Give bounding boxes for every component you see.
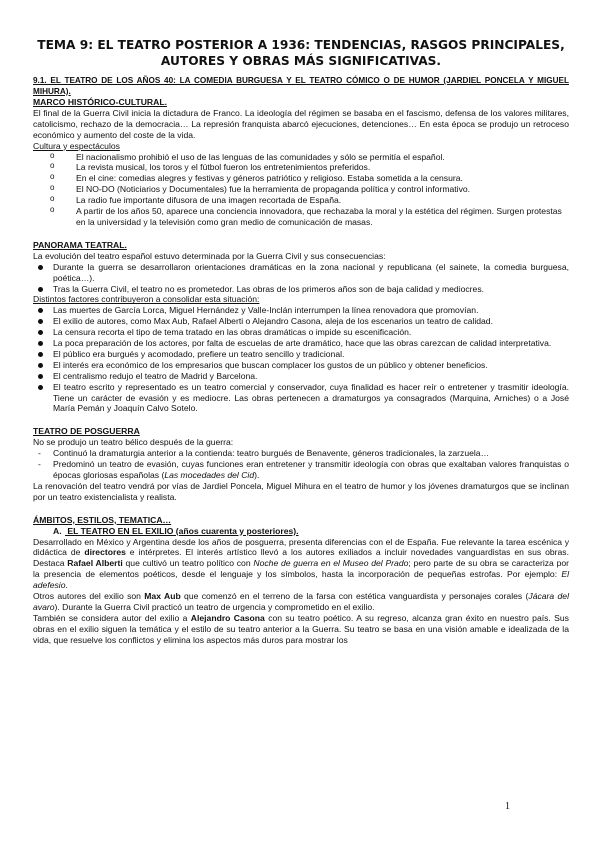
author-name: Alejandro Casona [190, 612, 265, 623]
list-item: El interés era económico de los empresarios que buscan complacer los gustos de un público y obtener beneficios. [33, 360, 569, 371]
work-title: El adefesio [33, 569, 569, 591]
work-title: Las mocedades del Cid [164, 470, 255, 480]
list-item: o El nacionalismo prohibió el uso de las lenguas de las comunidades y sólo se permitía el español. [33, 152, 569, 163]
exilio-paragraph-1: Desarrollado en México y Argentina desde los años de posguerra, presenta diferencias con el de España. Fue relevante la tarea escénica y didáctica de directores e intérpretes. El interés artístico llevó a los autores exiliados a incluir novedades vanguardistas en sus obras. Destaca Rafael Alberti que cultivó un teatro político con Noche de guerra en el Museo del Prado; pero parte de su obra se caracteriza por la presencia de elementos poéticos, desde el lenguaje y los símbolos, hasta la incorporación de pequeñas estrofas. Por ejemplo: El adefesio. [33, 536, 569, 591]
posguerra-closing: La renovación del teatro vendrá por vías de Jardiel Poncela, Miguel Mihura en el teatro de humor y los jóvenes dramaturgos que se inclinan por un teatro existencialista y realista. [33, 480, 569, 502]
list-item: El teatro escrito y representado es un teatro comercial y conservador, cuya finalidad es hacer reír o entretener y trasmitir ideología. Tiene un carácter de evasión y es mediocre. Las obras pertenecen a dramaturgos ya consagrados (Marquina, Arniches) o a José María Pemán y Joaquín Calvo Sotelo. [33, 382, 569, 415]
list-item: o La radio fue importante difusora de una imagen recortada de España. [33, 195, 569, 206]
ambitos-heading: ÁMBITOS, ESTILOS, TEMATICA… [33, 514, 172, 525]
cultura-subheading: Cultura y espectáculos [33, 140, 120, 151]
list-item: o La revista musical, los toros y el fútbol fueron los entretenimientos preferidos. [33, 162, 569, 173]
list-item: La censura recorta el tipo de tema tratado en las obras dramáticas o impide su escenificación. [33, 327, 569, 338]
page-number: 1 [505, 801, 510, 812]
exilio-paragraph-3: También se considera autor del exilio a Alejandro Casona con su teatro poético. A su regreso, alcanza gran éxito en nuestro país. Sus obras en el exilio siguen la temática y el estilo de su teatro anterior a la Guerra. Su teatro se basa en una visión amable e idealizada de la vida, que resuelve los conflictos y elimina los aspectos más duros para mostrar los [33, 612, 569, 645]
list-item: El centralismo redujo el teatro de Madrid y Barcelona. [33, 371, 569, 382]
exilio-subheading: A. EL TEATRO EN EL EXILIO (años cuarenta y posteriores). [53, 525, 299, 536]
list-item: o En el cine: comedias alegres y festivas y géneros patriótico y religioso. Estaba sometida a la censura. [33, 173, 569, 184]
work-title: Jácara del avaro [33, 591, 569, 612]
author-name: Rafael Alberti [67, 558, 123, 569]
marco-paragraph: El final de la Guerra Civil inicia la dictadura de Franco. La ideología del régimen se basaba en el fascismo, defensa de los valores militares, catolicismo, rechazo de la democracia… La represión franquista abarcó ejecuciones, detenciones… En esta época se produjo un retroceso económico y aumento del coste de la vida. [33, 107, 569, 140]
list-item: o El NO-DO (Noticiarios y Documentales) fue la herramienta de propaganda política y control informativo. [33, 184, 569, 195]
list-item: o A partir de los años 50, aparece una conciencia innovadora, que rechazaba la moral y la estética del régimen. Surgen protestas en la universidad y la televisión como gran medio de comunicación de masas. [33, 206, 569, 228]
panorama-heading: PANORAMA TEATRAL. [33, 239, 127, 250]
cultura-list [33, 152, 569, 228]
list-item: Tras la Guerra Civil, el teatro no es prometedor. Las obras de los primeros años son de baja calidad y mediocres. [33, 284, 569, 295]
list-item: Las muertes de García Lorca, Miguel Hernández y Valle-Inclán interrumpen la línea renovadora que promovían. [33, 305, 569, 316]
list-item: El público era burgués y acomodado, prefiere un teatro sencillo y tradicional. [33, 349, 569, 360]
panorama-list [33, 262, 569, 295]
list-item: La poca preparación de los actores, por falta de escuelas de arte dramático, hace que las obras carezcan de calidad interpretativa. [33, 338, 569, 349]
list-item: El exilio de autores, como Max Aub, Rafael Alberti o Alejandro Casona, aleja de los escenarios un teatro de calidad. [33, 316, 569, 327]
posguerra-intro: No se produjo un teatro bélico después de la guerra: [33, 437, 234, 448]
panorama-intro: La evolución del teatro español estuvo determinada por la Guerra Civil y sus consecuencias: [33, 250, 386, 261]
factors-list [33, 305, 569, 414]
posguerra-list [33, 448, 569, 481]
section-heading-9-1: 9.1. EL TEATRO DE LOS AÑOS 40: LA COMEDIA BURGUESA Y EL TEATRO CÓMICO O DE HUMOR (JARDIEL PONCELA Y MIGUEL MIHURA). [33, 76, 569, 96]
exilio-paragraph-2: Otros autores del exilio son Max Aub que comenzó en el terreno de la farsa con estética vanguardista y personajes corales (Jácara del avaro). Durante la Guerra Civil practicó un teatro de urgencia y comprometido en el exilio. [33, 591, 569, 612]
work-title: Noche de guerra en el Museo del Prado [253, 558, 409, 569]
document-page [33, 38, 569, 646]
page-title: TEMA 9: EL TEATRO POSTERIOR A 1936: TENDENCIAS, RASGOS PRINCIPALES, AUTORES Y OBRAS MÁS SIGNIFICATIVAS. [37, 38, 565, 68]
list-item: Durante la guerra se desarrollaron orientaciones dramáticas en la zona nacional y republicana (el sainete, la comedia burguesa, poética…). [33, 262, 569, 284]
posguerra-heading: TEATRO DE POSGUERRA [33, 426, 140, 437]
marco-heading: MARCO HISTÓRICO-CULTURAL. [33, 97, 167, 107]
list-item: - Continuó la dramaturgia anterior a la contienda: teatro burgués de Benavente, géneros tradicionales, la zarzuela… [33, 448, 569, 459]
list-item: - Predominó un teatro de evasión, cuyas funciones eran entretener y transmitir ideología con obras que exaltaban valores franquistas o épocas gloriosas españolas (Las mocedades del Cid). [33, 459, 569, 481]
factors-heading: Distintos factores contribuyeron a consolidar esta situación: [33, 294, 260, 305]
author-name: Max Aub [144, 591, 181, 602]
